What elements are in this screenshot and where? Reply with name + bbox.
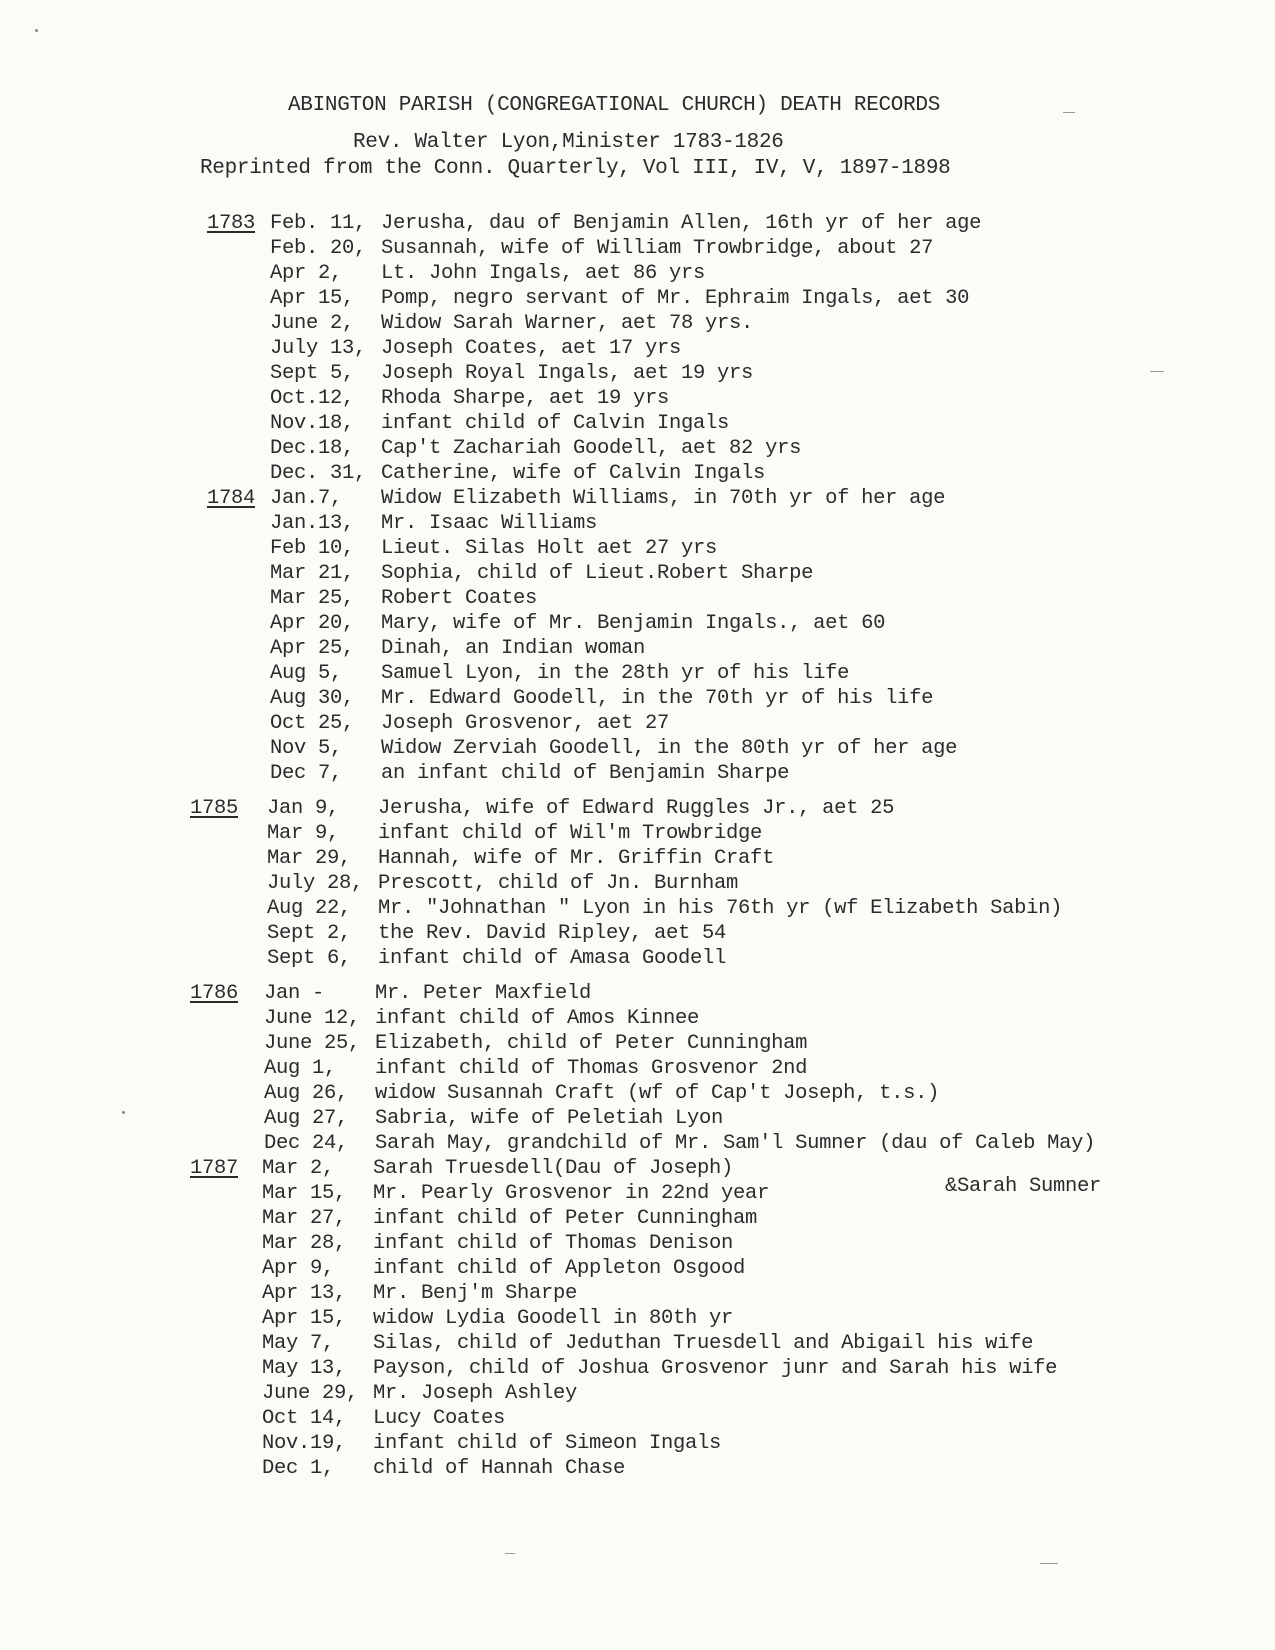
record-text: infant child of Amasa Goodell bbox=[378, 947, 727, 970]
record-text: Sophia, child of Lieut.Robert Sharpe bbox=[381, 562, 814, 585]
record-text: widow Susannah Craft (wf of Cap't Joseph, t.s.) bbox=[375, 1082, 940, 1105]
record-date: Mar 28, bbox=[262, 1232, 347, 1255]
record-date: Apr 13, bbox=[262, 1282, 347, 1305]
record-date: Aug 22, bbox=[267, 897, 352, 920]
scan-mark bbox=[1063, 112, 1075, 113]
record-date: Dec. 31, bbox=[270, 462, 367, 485]
record-date: Nov.19, bbox=[262, 1432, 347, 1455]
record-text: infant child of Wil'm Trowbridge bbox=[378, 822, 763, 845]
record-date: Mar 27, bbox=[262, 1207, 347, 1230]
record-date: Aug 30, bbox=[270, 687, 355, 710]
record-year: 1786 bbox=[190, 982, 239, 1005]
record-date: Nov.18, bbox=[270, 412, 355, 435]
record-year: 1787 bbox=[190, 1157, 239, 1180]
record-text: Rhoda Sharpe, aet 19 yrs bbox=[381, 387, 670, 410]
record-text: Cap't Zachariah Goodell, aet 82 yrs bbox=[381, 437, 802, 460]
record-date: Mar 2, bbox=[262, 1157, 335, 1180]
record-text: Sarah Truesdell(Dau of Joseph) bbox=[373, 1157, 734, 1180]
record-text: Mary, wife of Mr. Benjamin Ingals., aet 60 bbox=[381, 612, 886, 635]
record-text: Silas, child of Jeduthan Truesdell and Abigail his wife bbox=[373, 1332, 1034, 1355]
record-date: Mar 25, bbox=[270, 587, 355, 610]
record-text: infant child of Appleton Osgood bbox=[373, 1257, 746, 1280]
record-year: 1784 bbox=[207, 487, 256, 510]
record-date: Jan - bbox=[264, 982, 325, 1005]
record-date: July 28, bbox=[267, 872, 364, 895]
record-text: Sarah May, grandchild of Mr. Sam'l Sumner (dau of Caleb May) bbox=[375, 1132, 1096, 1155]
record-date: Aug 27, bbox=[264, 1107, 349, 1130]
record-date: Feb. 11, bbox=[270, 212, 367, 235]
record-date: May 13, bbox=[262, 1357, 347, 1380]
record-text: Mr. Isaac Williams bbox=[381, 512, 598, 535]
source-line: Reprinted from the Conn. Quarterly, Vol III, IV, V, 1897-1898 bbox=[200, 157, 951, 180]
record-text: Hannah, wife of Mr. Griffin Craft bbox=[378, 847, 775, 870]
record-text: widow Lydia Goodell in 80th yr bbox=[373, 1307, 734, 1330]
record-text: Mr. Edward Goodell, in the 70th yr of his life bbox=[381, 687, 934, 710]
scan-dot bbox=[35, 29, 38, 32]
record-text: Joseph Grosvenor, aet 27 bbox=[381, 712, 670, 735]
record-date: Sept 2, bbox=[267, 922, 352, 945]
record-date: Aug 5, bbox=[270, 662, 343, 685]
record-date: Apr 2, bbox=[270, 262, 343, 285]
record-date: Feb 10, bbox=[270, 537, 355, 560]
record-text: Mr. Joseph Ashley bbox=[373, 1382, 578, 1405]
record-text: Jerusha, wife of Edward Ruggles Jr., aet 25 bbox=[378, 797, 895, 820]
record-date: Oct.12, bbox=[270, 387, 355, 410]
record-date: Mar 21, bbox=[270, 562, 355, 585]
scan-mark bbox=[505, 1553, 515, 1554]
record-text: Lieut. Silas Holt aet 27 yrs bbox=[381, 537, 718, 560]
record-date: June 25, bbox=[264, 1032, 361, 1055]
record-date: Apr 9, bbox=[262, 1257, 335, 1280]
record-date: Apr 20, bbox=[270, 612, 355, 635]
record-text: infant child of Simeon Ingals bbox=[373, 1432, 722, 1455]
minister-line: Rev. Walter Lyon,Minister 1783-1826 bbox=[353, 131, 784, 154]
record-text: Mr. "Johnathan " Lyon in his 76th yr (wf Elizabeth Sabin) bbox=[378, 897, 1063, 920]
record-date: Jan 9, bbox=[267, 797, 340, 820]
record-text: Widow Sarah Warner, aet 78 yrs. bbox=[381, 312, 754, 335]
document-title: ABINGTON PARISH (CONGREGATIONAL CHURCH) DEATH RECORDS bbox=[288, 94, 941, 117]
record-date: Apr 25, bbox=[270, 637, 355, 660]
record-text: infant child of Thomas Grosvenor 2nd bbox=[375, 1057, 808, 1080]
scan-mark bbox=[1040, 1563, 1058, 1564]
record-date: Oct 14, bbox=[262, 1407, 347, 1430]
record-text: Pomp, negro servant of Mr. Ephraim Ingals, aet 30 bbox=[381, 287, 970, 310]
record-text: Mr. Pearly Grosvenor in 22nd year bbox=[373, 1182, 770, 1205]
record-date: Apr 15, bbox=[262, 1307, 347, 1330]
record-text: an infant child of Benjamin Sharpe bbox=[381, 762, 790, 785]
record-date: Dec.18, bbox=[270, 437, 355, 460]
record-text: Mr. Peter Maxfield bbox=[375, 982, 592, 1005]
record-date: Nov 5, bbox=[270, 737, 343, 760]
record-text: Lt. John Ingals, aet 86 yrs bbox=[381, 262, 706, 285]
record-text: infant child of Amos Kinnee bbox=[375, 1007, 700, 1030]
record-text: infant child of Thomas Denison bbox=[373, 1232, 734, 1255]
record-date: Feb. 20, bbox=[270, 237, 367, 260]
record-date: Sept 6, bbox=[267, 947, 352, 970]
record-date: Apr 15, bbox=[270, 287, 355, 310]
record-text: Widow Elizabeth Williams, in 70th yr of her age bbox=[381, 487, 946, 510]
record-text: Widow Zerviah Goodell, in the 80th yr of her age bbox=[381, 737, 958, 760]
record-date: Dec 1, bbox=[262, 1457, 335, 1480]
record-text: Joseph Royal Ingals, aet 19 yrs bbox=[381, 362, 754, 385]
record-text: Sabria, wife of Peletiah Lyon bbox=[375, 1107, 724, 1130]
record-text: Susannah, wife of William Trowbridge, about 27 bbox=[381, 237, 934, 260]
record-text: Payson, child of Joshua Grosvenor junr and Sarah his wife bbox=[373, 1357, 1058, 1380]
record-text: Prescott, child of Jn. Burnham bbox=[378, 872, 739, 895]
record-text: Elizabeth, child of Peter Cunningham bbox=[375, 1032, 808, 1055]
record-date: June 29, bbox=[262, 1382, 359, 1405]
record-text: Lucy Coates bbox=[373, 1407, 506, 1430]
record-text: Robert Coates bbox=[381, 587, 538, 610]
record-date: Sept 5, bbox=[270, 362, 355, 385]
record-text: infant child of Calvin Ingals bbox=[381, 412, 730, 435]
record-date: Dec 24, bbox=[264, 1132, 349, 1155]
record-text: Joseph Coates, aet 17 yrs bbox=[381, 337, 682, 360]
margin-note: &Sarah Sumner bbox=[945, 1175, 1102, 1198]
record-date: Aug 1, bbox=[264, 1057, 337, 1080]
record-text: Mr. Benj'm Sharpe bbox=[373, 1282, 578, 1305]
record-date: Mar 29, bbox=[267, 847, 352, 870]
scan-dot bbox=[122, 1111, 125, 1114]
record-date: Oct 25, bbox=[270, 712, 355, 735]
record-date: June 12, bbox=[264, 1007, 361, 1030]
record-text: the Rev. David Ripley, aet 54 bbox=[378, 922, 727, 945]
record-date: Aug 26, bbox=[264, 1082, 349, 1105]
record-text: Samuel Lyon, in the 28th yr of his life bbox=[381, 662, 850, 685]
record-date: Mar 15, bbox=[262, 1182, 347, 1205]
record-date: July 13, bbox=[270, 337, 367, 360]
record-text: Dinah, an Indian woman bbox=[381, 637, 646, 660]
record-date: June 2, bbox=[270, 312, 355, 335]
record-year: 1783 bbox=[207, 212, 256, 235]
record-text: Catherine, wife of Calvin Ingals bbox=[381, 462, 766, 485]
record-date: Jan.7, bbox=[270, 487, 343, 510]
record-date: May 7, bbox=[262, 1332, 335, 1355]
record-text: Jerusha, dau of Benjamin Allen, 16th yr of her age bbox=[381, 212, 982, 235]
record-date: Dec 7, bbox=[270, 762, 343, 785]
record-year: 1785 bbox=[190, 797, 239, 820]
record-text: infant child of Peter Cunningham bbox=[373, 1207, 758, 1230]
scan-mark bbox=[1150, 371, 1164, 372]
record-text: child of Hannah Chase bbox=[373, 1457, 626, 1480]
record-date: Mar 9, bbox=[267, 822, 340, 845]
record-date: Jan.13, bbox=[270, 512, 355, 535]
